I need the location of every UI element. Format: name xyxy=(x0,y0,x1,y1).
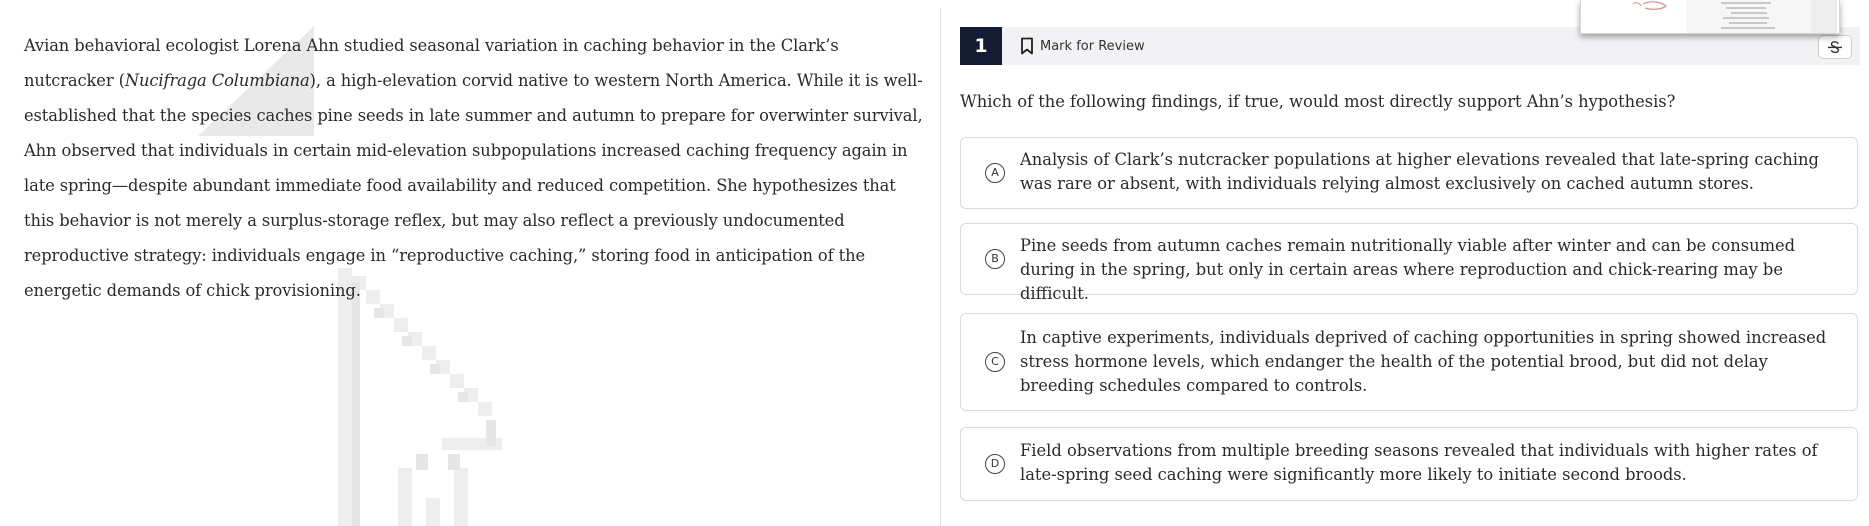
strikethrough-icon xyxy=(1826,40,1844,54)
choice-letter-d: D xyxy=(985,454,1005,474)
bookmark-icon xyxy=(1020,37,1034,55)
answer-choice-d[interactable] xyxy=(960,427,1858,501)
question-pane xyxy=(960,0,1860,526)
passage-text xyxy=(24,28,924,308)
question-number: 1 xyxy=(960,27,1002,65)
passage-part-2: ), a high-elevation corvid native to western North America. While it is well-established that the species caches pine seeds in late summer and autumn to prepare for overwinter survival, Ahn observed that individuals in certain mid-elevation subpopulations increased caching frequency again in late spring—despite abundant immediate food availability and reduced competition. She hypothesizes that this behavior is not merely a surplus-storage reflex, but may also reflect a previously undocumented reproductive strategy: individuals engage in “reproductive caching,” storing food in anticipation of the energetic demands of chick provisioning. xyxy=(24,71,923,300)
choice-text-b: Pine seeds from autumn caches remain nutritionally viable after winter and can be consumed during in the spring, but only in certain areas where reproduction and chick-rearing may be difficult. xyxy=(1020,236,1796,303)
strikethrough-toggle-button[interactable] xyxy=(1818,35,1852,59)
mark-for-review-button[interactable] xyxy=(1020,27,1145,65)
answer-choice-b[interactable] xyxy=(960,223,1858,303)
thumbnail-content-icon xyxy=(1581,0,1839,33)
choice-letter-a: A xyxy=(985,163,1005,183)
question-prompt: Which of the following findings, if true, would most directly support Ahn’s hypothesis? xyxy=(960,92,1676,111)
preview-thumbnail[interactable] xyxy=(1580,0,1840,34)
answer-choice-a[interactable] xyxy=(960,137,1858,209)
answer-choice-c[interactable] xyxy=(960,313,1858,411)
pane-divider[interactable] xyxy=(940,8,941,526)
passage-part-1: Avian behavioral ecologist Lorena Ahn studied seasonal variation in caching behavior in the Clark’s nutcracker ( xyxy=(24,36,839,90)
species-name: Nucifraga Columbiana xyxy=(124,71,310,90)
choice-letter-c: C xyxy=(985,352,1005,372)
mark-for-review-label: Mark for Review xyxy=(1040,38,1145,54)
choice-text-d: Field observations from multiple breeding seasons revealed that individuals with higher rates of late-spring seed caching were significantly more likely to initiate second broods. xyxy=(1020,441,1818,484)
choice-text-a: Analysis of Clark’s nutcracker populations at higher elevations revealed that late-spring caching was rare or absent, with individuals relying almost exclusively on cached autumn stores. xyxy=(1020,150,1819,193)
choice-letter-b: B xyxy=(985,249,1005,269)
choice-text-c: In captive experiments, individuals deprived of caching opportunities in spring showed increased stress hormone levels, which endanger the health of the potential brood, but did not delay breeding schedules compared to controls. xyxy=(1020,328,1827,395)
